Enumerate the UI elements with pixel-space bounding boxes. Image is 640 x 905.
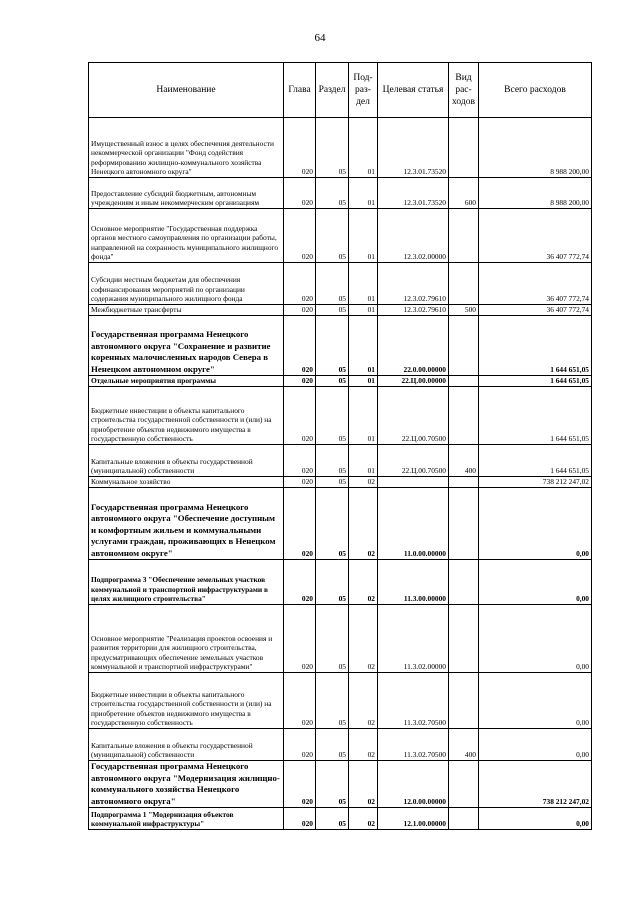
row-name: Государственная программа Ненецкого автономного округа "Модернизация жилищно-коммунального хозяйства Ненецкого автономного округа" [89,761,284,808]
row-podrazdel: 01 [349,316,378,376]
row-name: Межбюджетные трансферты [89,305,284,316]
header-tselevaya: Целевая статья [378,63,449,118]
row-razdel: 05 [316,376,349,387]
row-name: Коммунальное хозяйство [89,477,284,488]
row-tselevaya: 22.0.00.00000 [378,316,449,376]
row-glava: 020 [284,209,316,263]
row-tselevaya: 12.3.02.79610 [378,305,449,316]
row-vid [449,477,479,488]
row-podrazdel: 01 [349,178,378,209]
row-vid: 500 [449,305,479,316]
row-vid [449,560,479,605]
row-name: Капитальные вложения в объекты государственной (муниципальной) собственности [89,729,284,761]
row-total: 0,00 [479,673,592,729]
row-vid [449,761,479,808]
row-glava: 020 [284,387,316,445]
row-tselevaya: 12.1.00.00000 [378,808,449,830]
row-total: 0,00 [479,488,592,560]
row-tselevaya: 22.Ц.00.00000 [378,376,449,387]
row-glava: 020 [284,316,316,376]
row-razdel: 05 [316,761,349,808]
row-total: 36 407 772,74 [479,305,592,316]
row-tselevaya: 12.3.02.79610 [378,263,449,305]
row-razdel: 05 [316,263,349,305]
row-tselevaya: 12.3.01.73520 [378,118,449,178]
row-razdel: 05 [316,605,349,673]
row-glava: 020 [284,673,316,729]
row-glava: 020 [284,560,316,605]
row-total: 738 212 247,02 [479,477,592,488]
row-razdel: 05 [316,316,349,376]
row-tselevaya: 22.Ц.00.70500 [378,387,449,445]
row-tselevaya: 12.3.01.73520 [378,178,449,209]
row-name: Отдельные мероприятия программы [89,376,284,387]
row-total: 0,00 [479,605,592,673]
row-total: 0,00 [479,729,592,761]
row-razdel: 05 [316,560,349,605]
table-row [89,761,592,808]
row-tselevaya: 11.3.02.00000 [378,605,449,673]
row-podrazdel: 02 [349,761,378,808]
row-vid: 400 [449,729,479,761]
header-glava: Глава [284,63,316,118]
row-name: Основное мероприятие "Государственная поддержка органов местного самоуправления по организации работы, направленной на сохранность муниципального жилищного фонда" [89,209,284,263]
table-row [89,263,592,305]
table-row [89,673,592,729]
row-name: Государственная программа Ненецкого автономного округа "Сохранение и развитие коренных малочисленных народов Севера в Ненецком автономном округе" [89,316,284,376]
row-razdel: 05 [316,477,349,488]
row-total: 1 644 651,05 [479,316,592,376]
header-razdel: Раздел [316,63,349,118]
page-number: 64 [314,32,326,44]
row-glava: 020 [284,376,316,387]
table-row [89,445,592,477]
table-row [89,376,592,387]
row-vid [449,118,479,178]
table-row [89,477,592,488]
row-name: Государственная программа Ненецкого автономного округа "Обеспечение доступным и комфортным жильем и коммунальными услугами граждан, проживающих в Ненецком автономном округе" [89,488,284,560]
row-glava: 020 [284,263,316,305]
row-tselevaya: 11.3.02.70500 [378,673,449,729]
row-podrazdel: 01 [349,263,378,305]
table-row [89,305,592,316]
row-podrazdel: 02 [349,808,378,830]
table-row [89,605,592,673]
row-vid [449,673,479,729]
row-podrazdel: 02 [349,560,378,605]
row-razdel: 05 [316,305,349,316]
row-podrazdel: 01 [349,445,378,477]
row-razdel: 05 [316,673,349,729]
row-tselevaya: 12.0.00.00000 [378,761,449,808]
row-total: 0,00 [479,560,592,605]
row-vid: 600 [449,178,479,209]
budget-table [88,62,592,830]
row-name: Бюджетные инвестиции в объекты капитального строительства государственной собственности и (или) на приобретение объектов недвижимого имущества в государственную собственность [89,387,284,445]
row-vid [449,209,479,263]
table-row [89,808,592,830]
row-vid [449,808,479,830]
row-tselevaya: 11.0.00.00000 [378,488,449,560]
row-vid [449,263,479,305]
row-podrazdel: 01 [349,376,378,387]
table-row [89,316,592,376]
row-name: Имущественный взнос в целях обеспечения деятельности некоммерческой организации "Фонд содействия реформированию жилищно-коммунального хозяйства Ненецкого автономного округа" [89,118,284,178]
row-vid [449,605,479,673]
row-name: Капитальные вложения в объекты государственной (муниципальной) собственности [89,445,284,477]
row-name: Основное мероприятие "Реализация проектов освоения и развития территории для жилищного строительства, предусматривающих обеспечение земельных участков коммунальной и транспортной инфраструктурами" [89,605,284,673]
row-podrazdel: 01 [349,118,378,178]
table-row [89,488,592,560]
row-razdel: 05 [316,445,349,477]
row-glava: 020 [284,729,316,761]
row-name: Подпрограмма 3 "Обеспечение земельных участков коммунальной и транспортной инфраструктурами в целях жилищного строительства" [89,560,284,605]
row-vid: 400 [449,445,479,477]
table-row [89,560,592,605]
row-name: Бюджетные инвестиции в объекты капитального строительства государственной собственности и (или) на приобретение объектов недвижимого имущества в государственную собственность [89,673,284,729]
table-row [89,178,592,209]
row-glava: 020 [284,808,316,830]
row-tselevaya: 11.3.00.00000 [378,560,449,605]
row-total: 36 407 772,74 [479,263,592,305]
row-total: 1 644 651,05 [479,387,592,445]
row-total: 0,00 [479,808,592,830]
table-row [89,118,592,178]
row-total: 8 988 200,00 [479,178,592,209]
row-podrazdel: 01 [349,305,378,316]
row-name: Предоставление субсидий бюджетным, автономным учреждениям и иным некоммерческим организациям [89,178,284,209]
row-podrazdel: 02 [349,605,378,673]
header-name: Наименование [89,63,284,118]
row-vid [449,488,479,560]
row-total: 8 988 200,00 [479,118,592,178]
row-razdel: 05 [316,209,349,263]
row-razdel: 05 [316,729,349,761]
row-vid [449,316,479,376]
table-header-row [89,63,592,118]
row-glava: 020 [284,305,316,316]
row-name: Подпрограмма 1 "Модернизация объектов коммунальной инфраструктуры" [89,808,284,830]
row-glava: 020 [284,445,316,477]
row-podrazdel: 02 [349,729,378,761]
row-tselevaya: 22.Ц.00.70500 [378,445,449,477]
header-total: Всего расходов [479,63,592,118]
row-total: 1 644 651,05 [479,376,592,387]
row-glava: 020 [284,761,316,808]
row-razdel: 05 [316,808,349,830]
row-glava: 020 [284,488,316,560]
header-podrazdel: Под-раз-дел [349,63,378,118]
row-tselevaya: 12.3.02.00000 [378,209,449,263]
row-glava: 020 [284,118,316,178]
table-row [89,729,592,761]
row-vid [449,387,479,445]
table-row [89,209,592,263]
row-podrazdel: 01 [349,209,378,263]
header-vid: Вид рас-ходов [449,63,479,118]
row-glava: 020 [284,605,316,673]
row-total: 36 407 772,74 [479,209,592,263]
row-podrazdel: 02 [349,488,378,560]
row-podrazdel: 02 [349,477,378,488]
row-glava: 020 [284,178,316,209]
table-row [89,387,592,445]
row-vid [449,376,479,387]
row-total: 738 212 247,02 [479,761,592,808]
row-tselevaya [378,477,449,488]
row-razdel: 05 [316,178,349,209]
row-podrazdel: 01 [349,387,378,445]
row-razdel: 05 [316,118,349,178]
row-total: 1 644 651,05 [479,445,592,477]
row-glava: 020 [284,477,316,488]
row-razdel: 05 [316,488,349,560]
row-name: Субсидии местным бюджетам для обеспечения софинансирования мероприятий по организации содержания муниципального жилищного фонда [89,263,284,305]
row-razdel: 05 [316,387,349,445]
row-tselevaya: 11.3.02.70500 [378,729,449,761]
row-podrazdel: 02 [349,673,378,729]
